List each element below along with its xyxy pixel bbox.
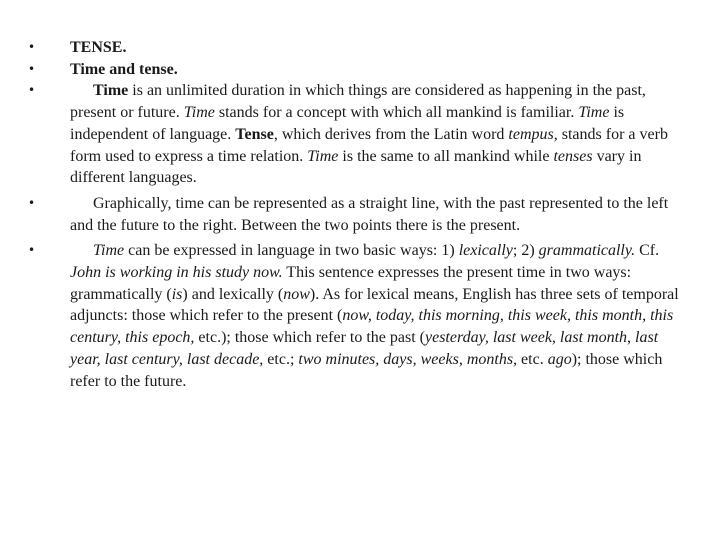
paragraph-text: ; 2) xyxy=(512,242,539,260)
term-time: Time xyxy=(307,147,339,165)
bullet-item-time-expression xyxy=(28,240,688,392)
present-adjuncts: now, today, this morning, this week, this month, this century, this epoch, xyxy=(70,307,674,347)
paragraph-text: is the same to all mankind while xyxy=(338,147,554,165)
subheading-text: Time and tense. xyxy=(70,60,178,78)
term-time: Time xyxy=(93,242,125,260)
paragraph-text: This sentence expresses the present time in two ways: grammatically ( xyxy=(70,264,632,303)
bullet-dot-icon: • xyxy=(28,40,36,54)
paragraph-text: vary in different languages. xyxy=(70,147,642,187)
paragraph-text: stands for a verb form used to express a time relation. xyxy=(70,125,668,165)
paragraph-text: stands for a concept with which all mankind is familiar. xyxy=(214,104,579,122)
paragraph-text: is independent of language. xyxy=(70,104,625,143)
paragraph-text: , which derives from the Latin word xyxy=(273,125,509,143)
bullet-item-graphical-time xyxy=(28,193,688,236)
term-lexically: lexically xyxy=(458,242,513,260)
heading-text: TENSE. xyxy=(70,39,127,56)
bullet-item-time-and-tense xyxy=(28,59,688,81)
paragraph-text: ); those which refer to the future. xyxy=(70,350,663,390)
paragraph-text: ). As for lexical means, English has three sets of temporal adjuncts: those which refer to the present ( xyxy=(70,285,679,325)
bullet-item-time-definition xyxy=(28,80,688,189)
example-sentence: John is working in his study now. xyxy=(70,264,283,282)
paragraph-text: etc. xyxy=(517,350,548,368)
paragraph-text: is an unlimited duration in which things are considered as happening in the past, present or future. xyxy=(70,82,646,122)
bullet-dot-icon: • xyxy=(28,61,36,76)
bullet-list xyxy=(28,37,688,392)
paragraph-text: etc.); those which refer to the past ( xyxy=(194,329,425,347)
paragraph-text: ) and lexically ( xyxy=(182,285,284,303)
paragraph-text: etc.; xyxy=(263,350,299,368)
past-adjuncts: yesterday, last week, last month, last year, last century, last decade, xyxy=(70,329,659,368)
term-time: Time xyxy=(578,104,610,122)
example-word-ago: ago xyxy=(547,350,572,368)
term-grammatically: grammatically. xyxy=(538,242,636,260)
paragraph-text: Cf. xyxy=(635,242,660,260)
term-time: Time xyxy=(93,82,129,100)
bullet-dot-icon: • xyxy=(28,243,36,258)
paragraph-text: can be expressed in language in two basic ways: 1) xyxy=(124,242,459,260)
bullet-dot-icon: • xyxy=(28,195,36,210)
term-tenses: tenses xyxy=(553,147,593,165)
example-word-now: now xyxy=(283,285,310,303)
term-time: Time xyxy=(183,104,215,122)
example-word-is: is xyxy=(171,285,183,303)
duration-adjuncts: two minutes, days, weeks, months, xyxy=(298,350,518,368)
term-tempus: tempus, xyxy=(508,125,558,143)
bullet-dot-icon: • xyxy=(28,83,36,98)
term-tense: Tense xyxy=(235,125,274,143)
paragraph-text: Graphically, time can be represented as a straight line, with the past represented to the left and the future to the right. Between the two points there is the present. xyxy=(70,194,669,234)
bullet-item-tense-heading xyxy=(28,37,688,59)
